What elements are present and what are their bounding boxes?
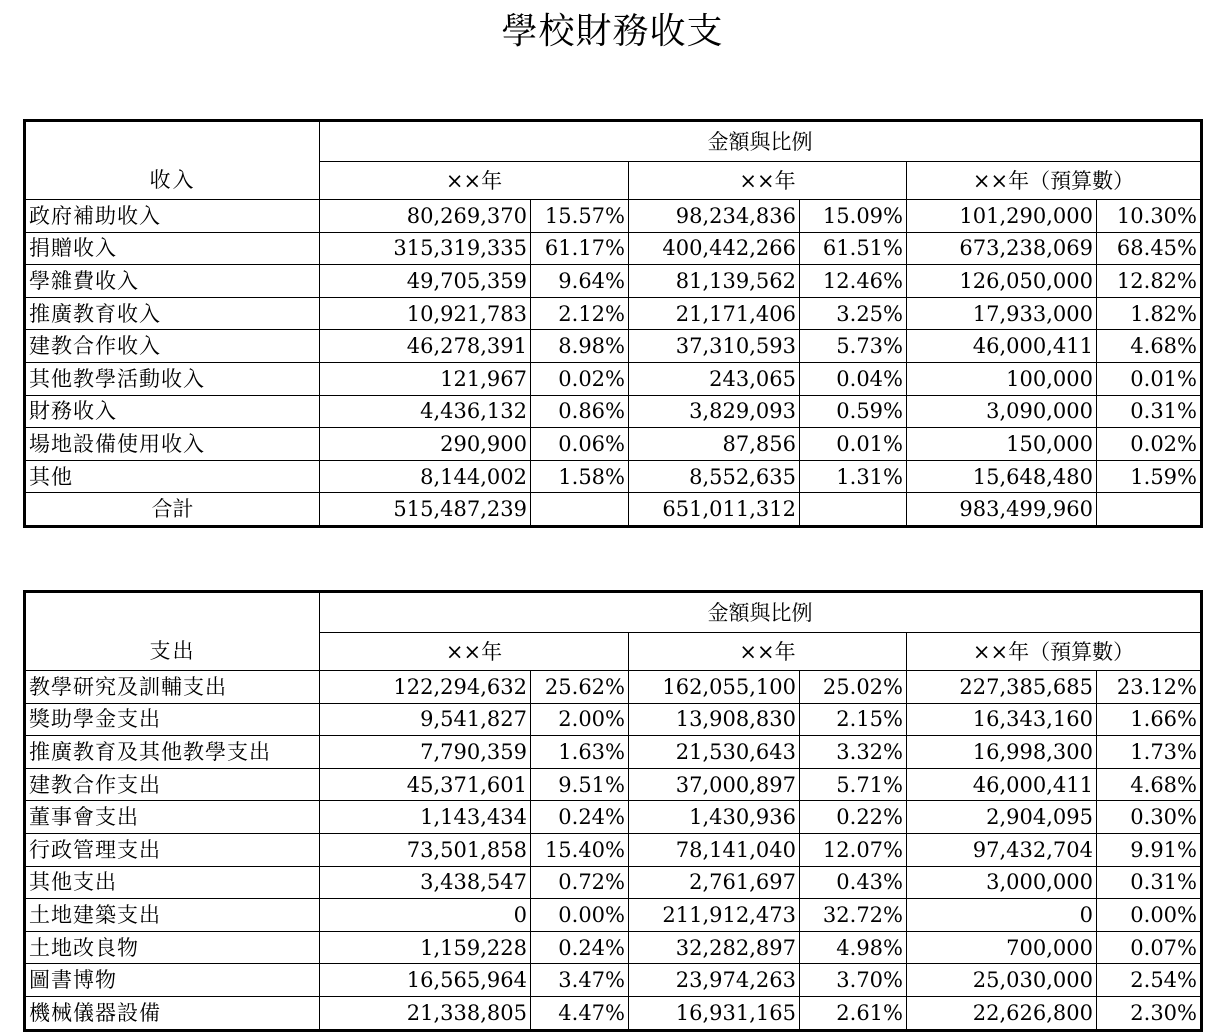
amount-cell: 46,000,411 — [907, 330, 1097, 363]
amount-cell: 400,442,266 — [629, 232, 800, 265]
percent-cell: 3.25% — [800, 297, 907, 330]
row-label: 行政管理支出 — [25, 833, 320, 866]
percent-cell: 23.12% — [1097, 671, 1202, 704]
percent-cell: 8.98% — [531, 330, 629, 363]
amount-cell: 983,499,960 — [907, 493, 1097, 527]
percent-cell: 2.12% — [531, 297, 629, 330]
table-row — [25, 866, 1202, 899]
amount-cell: 700,000 — [907, 931, 1097, 964]
percent-cell: 61.17% — [531, 232, 629, 265]
row-label: 財務收入 — [25, 395, 320, 428]
percent-cell: 0.01% — [800, 428, 907, 461]
percent-cell: 2.00% — [531, 703, 629, 736]
amount-cell: 15,648,480 — [907, 460, 1097, 493]
percent-cell: 4.68% — [1097, 768, 1202, 801]
table-row — [25, 736, 1202, 769]
percent-cell: 0.59% — [800, 395, 907, 428]
amount-cell: 80,269,370 — [320, 200, 531, 233]
amount-cell: 122,294,632 — [320, 671, 531, 704]
expense-table-body — [25, 592, 1202, 1031]
percent-cell: 25.02% — [800, 671, 907, 704]
row-label: 建教合作收入 — [25, 330, 320, 363]
amount-cell: 46,278,391 — [320, 330, 531, 363]
amount-cell: 46,000,411 — [907, 768, 1097, 801]
amount-cell: 101,290,000 — [907, 200, 1097, 233]
amount-cell: 3,000,000 — [907, 866, 1097, 899]
percent-cell: 3.70% — [800, 964, 907, 997]
amount-cell: 16,931,165 — [629, 996, 800, 1030]
row-label: 教學研究及訓輔支出 — [25, 671, 320, 704]
amount-cell: 2,761,697 — [629, 866, 800, 899]
percent-cell: 0.02% — [1097, 428, 1202, 461]
income-table-body — [25, 121, 1202, 527]
expense-year-header: ××年（預算數） — [907, 633, 1202, 671]
percent-cell: 1.82% — [1097, 297, 1202, 330]
row-label: 土地建築支出 — [25, 899, 320, 932]
amount-cell: 0 — [907, 899, 1097, 932]
income-category-label: 收入 — [25, 121, 320, 200]
amount-cell: 515,487,239 — [320, 493, 531, 527]
percent-cell: 1.66% — [1097, 703, 1202, 736]
amount-cell: 8,144,002 — [320, 460, 531, 493]
percent-cell: 0.43% — [800, 866, 907, 899]
amount-cell: 97,432,704 — [907, 833, 1097, 866]
amount-cell: 7,790,359 — [320, 736, 531, 769]
percent-cell: 32.72% — [800, 899, 907, 932]
percent-cell: 15.57% — [531, 200, 629, 233]
amount-cell: 37,310,593 — [629, 330, 800, 363]
percent-cell: 4.47% — [531, 996, 629, 1030]
amount-cell: 9,541,827 — [320, 703, 531, 736]
table-row — [25, 899, 1202, 932]
percent-cell: 1.63% — [531, 736, 629, 769]
row-label: 董事會支出 — [25, 801, 320, 834]
table-row — [25, 297, 1202, 330]
expense-year-header: ××年 — [320, 633, 629, 671]
percent-cell: 0.01% — [1097, 362, 1202, 395]
amount-cell: 1,430,936 — [629, 801, 800, 834]
table-row — [25, 833, 1202, 866]
percent-cell: 12.82% — [1097, 265, 1202, 298]
percent-cell: 1.59% — [1097, 460, 1202, 493]
percent-cell: 25.62% — [531, 671, 629, 704]
table-row — [25, 931, 1202, 964]
row-label: 學雜費收入 — [25, 265, 320, 298]
row-label: 推廣教育及其他教學支出 — [25, 736, 320, 769]
amount-cell: 1,143,434 — [320, 801, 531, 834]
amount-cell: 121,967 — [320, 362, 531, 395]
percent-cell: 4.98% — [800, 931, 907, 964]
income-total-row — [25, 493, 1202, 527]
row-label: 政府補助收入 — [25, 200, 320, 233]
row-label: 建教合作支出 — [25, 768, 320, 801]
percent-cell: 3.32% — [800, 736, 907, 769]
percent-cell: 5.73% — [800, 330, 907, 363]
percent-cell: 2.54% — [1097, 964, 1202, 997]
percent-cell: 2.61% — [800, 996, 907, 1030]
amount-cell: 10,921,783 — [320, 297, 531, 330]
amount-cell: 2,904,095 — [907, 801, 1097, 834]
percent-cell: 0.06% — [531, 428, 629, 461]
amount-cell: 32,282,897 — [629, 931, 800, 964]
percent-cell: 68.45% — [1097, 232, 1202, 265]
percent-cell: 0.02% — [531, 362, 629, 395]
table-row — [25, 395, 1202, 428]
income-year-header: ××年 — [320, 162, 629, 200]
income-year-header: ××年（預算數） — [907, 162, 1202, 200]
amount-cell: 13,908,830 — [629, 703, 800, 736]
amount-cell: 651,011,312 — [629, 493, 800, 527]
amount-cell: 16,998,300 — [907, 736, 1097, 769]
amount-cell: 78,141,040 — [629, 833, 800, 866]
table-row — [25, 768, 1202, 801]
percent-cell — [1097, 493, 1202, 527]
amount-cell: 3,438,547 — [320, 866, 531, 899]
table-row — [25, 801, 1202, 834]
percent-cell: 0.07% — [1097, 931, 1202, 964]
percent-cell: 0.86% — [531, 395, 629, 428]
percent-cell: 0.72% — [531, 866, 629, 899]
table-row — [25, 265, 1202, 298]
row-label: 場地設備使用收入 — [25, 428, 320, 461]
percent-cell: 4.68% — [1097, 330, 1202, 363]
table-row — [25, 703, 1202, 736]
percent-cell — [531, 493, 629, 527]
percent-cell: 0.00% — [1097, 899, 1202, 932]
percent-cell: 15.09% — [800, 200, 907, 233]
amount-cell: 227,385,685 — [907, 671, 1097, 704]
amount-cell: 315,319,335 — [320, 232, 531, 265]
amount-cell: 243,065 — [629, 362, 800, 395]
amount-cell: 673,238,069 — [907, 232, 1097, 265]
expense-year-header: ××年 — [629, 633, 907, 671]
percent-cell: 0.24% — [531, 931, 629, 964]
percent-cell: 0.04% — [800, 362, 907, 395]
amount-cell: 21,530,643 — [629, 736, 800, 769]
percent-cell: 5.71% — [800, 768, 907, 801]
table-row — [25, 671, 1202, 704]
expense-group-header: 金額與比例 — [320, 592, 1202, 633]
page-title: 學校財務收支 — [501, 11, 724, 52]
row-label: 機械儀器設備 — [25, 996, 320, 1030]
amount-cell: 49,705,359 — [320, 265, 531, 298]
percent-cell — [800, 493, 907, 527]
expense-table — [23, 590, 1203, 1032]
row-label: 獎助學金支出 — [25, 703, 320, 736]
amount-cell: 23,974,263 — [629, 964, 800, 997]
percent-cell: 2.30% — [1097, 996, 1202, 1030]
row-label: 圖書博物 — [25, 964, 320, 997]
percent-cell: 9.91% — [1097, 833, 1202, 866]
percent-cell: 0.22% — [800, 801, 907, 834]
percent-cell: 0.31% — [1097, 866, 1202, 899]
amount-cell: 17,933,000 — [907, 297, 1097, 330]
percent-cell: 9.64% — [531, 265, 629, 298]
table-row — [25, 232, 1202, 265]
amount-cell: 162,055,100 — [629, 671, 800, 704]
table-row — [25, 200, 1202, 233]
percent-cell: 61.51% — [800, 232, 907, 265]
amount-cell: 21,338,805 — [320, 996, 531, 1030]
percent-cell: 0.31% — [1097, 395, 1202, 428]
total-label: 合計 — [25, 493, 320, 527]
amount-cell: 3,090,000 — [907, 395, 1097, 428]
percent-cell: 15.40% — [531, 833, 629, 866]
amount-cell: 1,159,228 — [320, 931, 531, 964]
row-label: 捐贈收入 — [25, 232, 320, 265]
row-label: 其他支出 — [25, 866, 320, 899]
income-table — [23, 119, 1203, 528]
amount-cell: 4,436,132 — [320, 395, 531, 428]
table-row — [25, 428, 1202, 461]
percent-cell: 1.73% — [1097, 736, 1202, 769]
table-row — [25, 362, 1202, 395]
amount-cell: 98,234,836 — [629, 200, 800, 233]
row-label: 推廣教育收入 — [25, 297, 320, 330]
percent-cell: 10.30% — [1097, 200, 1202, 233]
amount-cell: 16,343,160 — [907, 703, 1097, 736]
table-row — [25, 460, 1202, 493]
amount-cell: 100,000 — [907, 362, 1097, 395]
amount-cell: 73,501,858 — [320, 833, 531, 866]
percent-cell: 12.46% — [800, 265, 907, 298]
percent-cell: 12.07% — [800, 833, 907, 866]
expense-header-row — [25, 592, 1202, 633]
percent-cell: 1.58% — [531, 460, 629, 493]
table-row — [25, 996, 1202, 1030]
amount-cell: 211,912,473 — [629, 899, 800, 932]
amount-cell: 87,856 — [629, 428, 800, 461]
amount-cell: 3,829,093 — [629, 395, 800, 428]
amount-cell: 150,000 — [907, 428, 1097, 461]
amount-cell: 0 — [320, 899, 531, 932]
amount-cell: 45,371,601 — [320, 768, 531, 801]
amount-cell: 25,030,000 — [907, 964, 1097, 997]
amount-cell: 21,171,406 — [629, 297, 800, 330]
amount-cell: 16,565,964 — [320, 964, 531, 997]
percent-cell: 0.24% — [531, 801, 629, 834]
table-row — [25, 330, 1202, 363]
amount-cell: 22,626,800 — [907, 996, 1097, 1030]
table-row — [25, 964, 1202, 997]
income-group-header: 金額與比例 — [320, 121, 1202, 162]
amount-cell: 37,000,897 — [629, 768, 800, 801]
row-label: 土地改良物 — [25, 931, 320, 964]
income-header-row — [25, 121, 1202, 162]
expense-category-label: 支出 — [25, 592, 320, 671]
percent-cell: 0.00% — [531, 899, 629, 932]
row-label: 其他教學活動收入 — [25, 362, 320, 395]
percent-cell: 2.15% — [800, 703, 907, 736]
amount-cell: 8,552,635 — [629, 460, 800, 493]
amount-cell: 290,900 — [320, 428, 531, 461]
percent-cell: 9.51% — [531, 768, 629, 801]
row-label: 其他 — [25, 460, 320, 493]
amount-cell: 81,139,562 — [629, 265, 800, 298]
income-year-header: ××年 — [629, 162, 907, 200]
percent-cell: 1.31% — [800, 460, 907, 493]
percent-cell: 3.47% — [531, 964, 629, 997]
percent-cell: 0.30% — [1097, 801, 1202, 834]
amount-cell: 126,050,000 — [907, 265, 1097, 298]
